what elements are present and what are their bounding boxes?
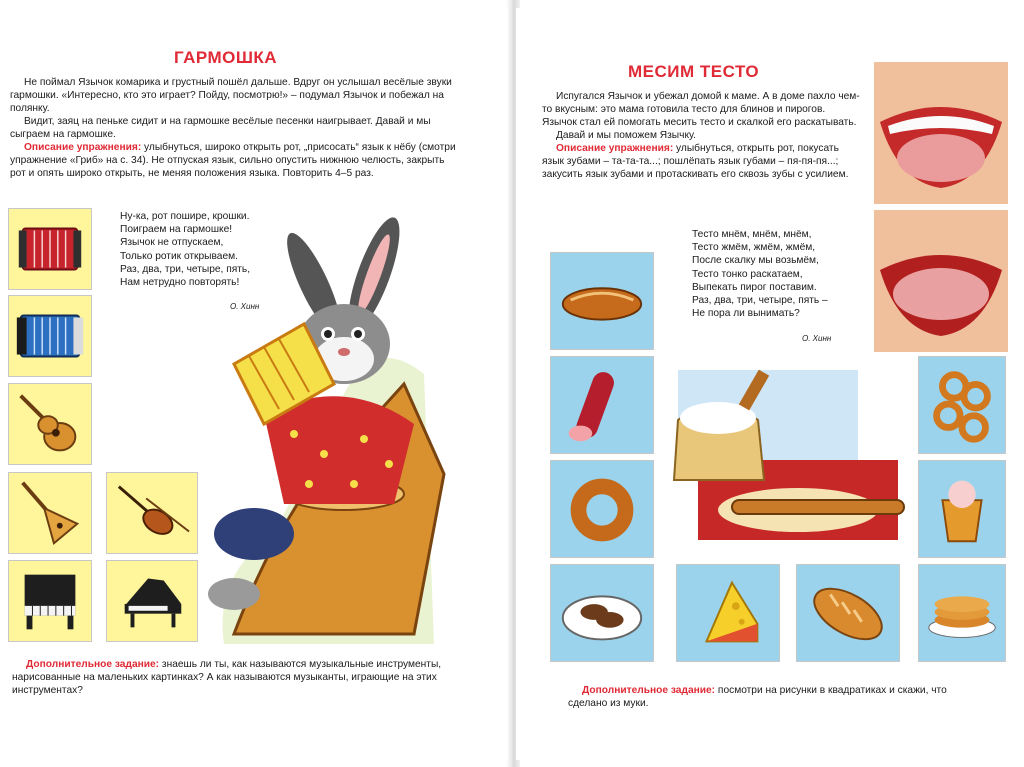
left-intro-paragraph-2: Видит, заяц на пеньке сидит и на гармошке весёлые песенки наигрывает. Давай и мы сыграем на гармошке.: [10, 116, 431, 140]
mouth-tongue-photo: [874, 210, 1008, 352]
pancakes-tile: [918, 564, 1006, 662]
grand-piano-icon: [107, 561, 197, 641]
loaf-tile: [796, 564, 900, 662]
right-extra-task-text: посмотри на рисунки в квадратиках и скажи, что сделано из муки.: [568, 685, 947, 709]
right-title: МЕСИМ ТЕСТО: [628, 62, 760, 81]
piano-icon: [9, 561, 91, 641]
pie-icon: [551, 253, 653, 349]
bagels-tile: [918, 356, 1006, 454]
mouth-smile-photo: [874, 62, 1008, 204]
left-extra-task-label: Дополнительное задание:: [26, 659, 160, 670]
bayan-tile: [8, 295, 92, 377]
dough-rolling-illustration: [668, 360, 912, 558]
violin-icon: [107, 473, 197, 553]
guitar-tile: [8, 383, 92, 465]
left-description: [10, 141, 462, 180]
balalaika-tile: [8, 472, 92, 554]
bread-plate-icon: [551, 565, 653, 661]
right-intro: [542, 90, 862, 181]
cheese-icon: [677, 565, 779, 661]
right-intro-paragraph-2: Давай и мы поможем Язычку.: [556, 130, 696, 141]
left-extra-task-text: знаешь ли ты, как называются музыкальные инструменты, нарисованные на маленьких картинках? А как называются музыканты, играющие на этих инструментах?: [12, 659, 442, 696]
left-description-text: улыбнуться, широко открыть рот, „присосать“ язык к нёбу (смотри упражнение «Гриб» на с. 34). Не отпуская язык, сильно опустить нижнюю челюсть, закрыть рот и опять широко открыть, не меняя положения языка. Повторить 4–5 раз.: [10, 142, 456, 179]
right-extra-task: [568, 684, 988, 710]
bread-plate-tile: [550, 564, 654, 662]
left-extra-task: [12, 658, 470, 697]
right-description-label: Описание упражнения:: [556, 143, 674, 154]
left-intro: [10, 76, 462, 180]
piano-tile: [8, 560, 92, 642]
left-extra-task-paragraph: [12, 658, 470, 697]
guitar-icon: [9, 384, 91, 464]
left-title: ГАРМОШКА: [174, 48, 278, 67]
left-page: [8, 8, 508, 760]
pie-tile: [550, 252, 654, 350]
left-poem: Ну-ка, рот пошире, крошки. Поиграем на гармошке! Язычок не отпускаем, Только ротик открываем. Раз, два, три, четыре, пять, Нам нетрудно повторять!: [120, 211, 251, 289]
balalaika-icon: [9, 473, 91, 553]
right-intro-paragraph-1: Испугался Язычок и убежал домой к маме. А в доме пахло чем-то вкусным: это мама готовила тесто для блинов и пирогов. Язычок стал ей помогать месить тесто и скалкой его раскатывать.: [542, 91, 860, 128]
bagels-icon: [919, 357, 1005, 453]
loaf-icon: [797, 565, 899, 661]
sausage-tile: [550, 356, 654, 454]
muffin-tile: [918, 460, 1006, 558]
left-description-label: Описание упражнения:: [24, 142, 142, 153]
left-intro-paragraph-1: Не поймал Язычок комарика и грустный пошёл дальше. Вдруг он услышал весёлые звуки гармошки. «Интересно, кто это играет? Пойду, посмотрю!» – подумал Язычок и побежал на полянку.: [10, 77, 452, 114]
right-poem: Тесто мнём, мнём, мнём, Тесто жмём, жмём, жмём, После скалку мы возьмём, Тесто тонко раскатаем, Выпекать пирог поставим. Раз, два, три, четыре, пять – Не пора ли вынимать?: [692, 229, 828, 320]
right-page: [516, 8, 1016, 760]
right-extra-task-label: Дополнительное задание:: [582, 685, 716, 696]
muffin-icon: [919, 461, 1005, 557]
violin-tile: [106, 472, 198, 554]
accordion-tile: [8, 208, 92, 290]
right-description-text: улыбнуться, открыть рот, покусать язык зубами – та-та-та...; пошлёпать язык губами – пя-пя-пя...; закусить язык зубами и протаскивать его сквозь зубы с усилием.: [542, 143, 849, 180]
bunny-accordion-illustration: [194, 214, 466, 646]
sausage-icon: [551, 357, 653, 453]
donut-tile: [550, 460, 654, 558]
right-author: О. Хинн: [802, 334, 832, 343]
left-author: О. Хинн: [230, 302, 260, 311]
cheese-tile: [676, 564, 780, 662]
pancakes-icon: [919, 565, 1005, 661]
grand-piano-tile: [106, 560, 198, 642]
bayan-icon: [9, 296, 91, 376]
donut-icon: [551, 461, 653, 557]
right-description: [542, 142, 862, 181]
accordion-icon: [9, 209, 91, 289]
right-extra-task-paragraph: [568, 684, 988, 710]
